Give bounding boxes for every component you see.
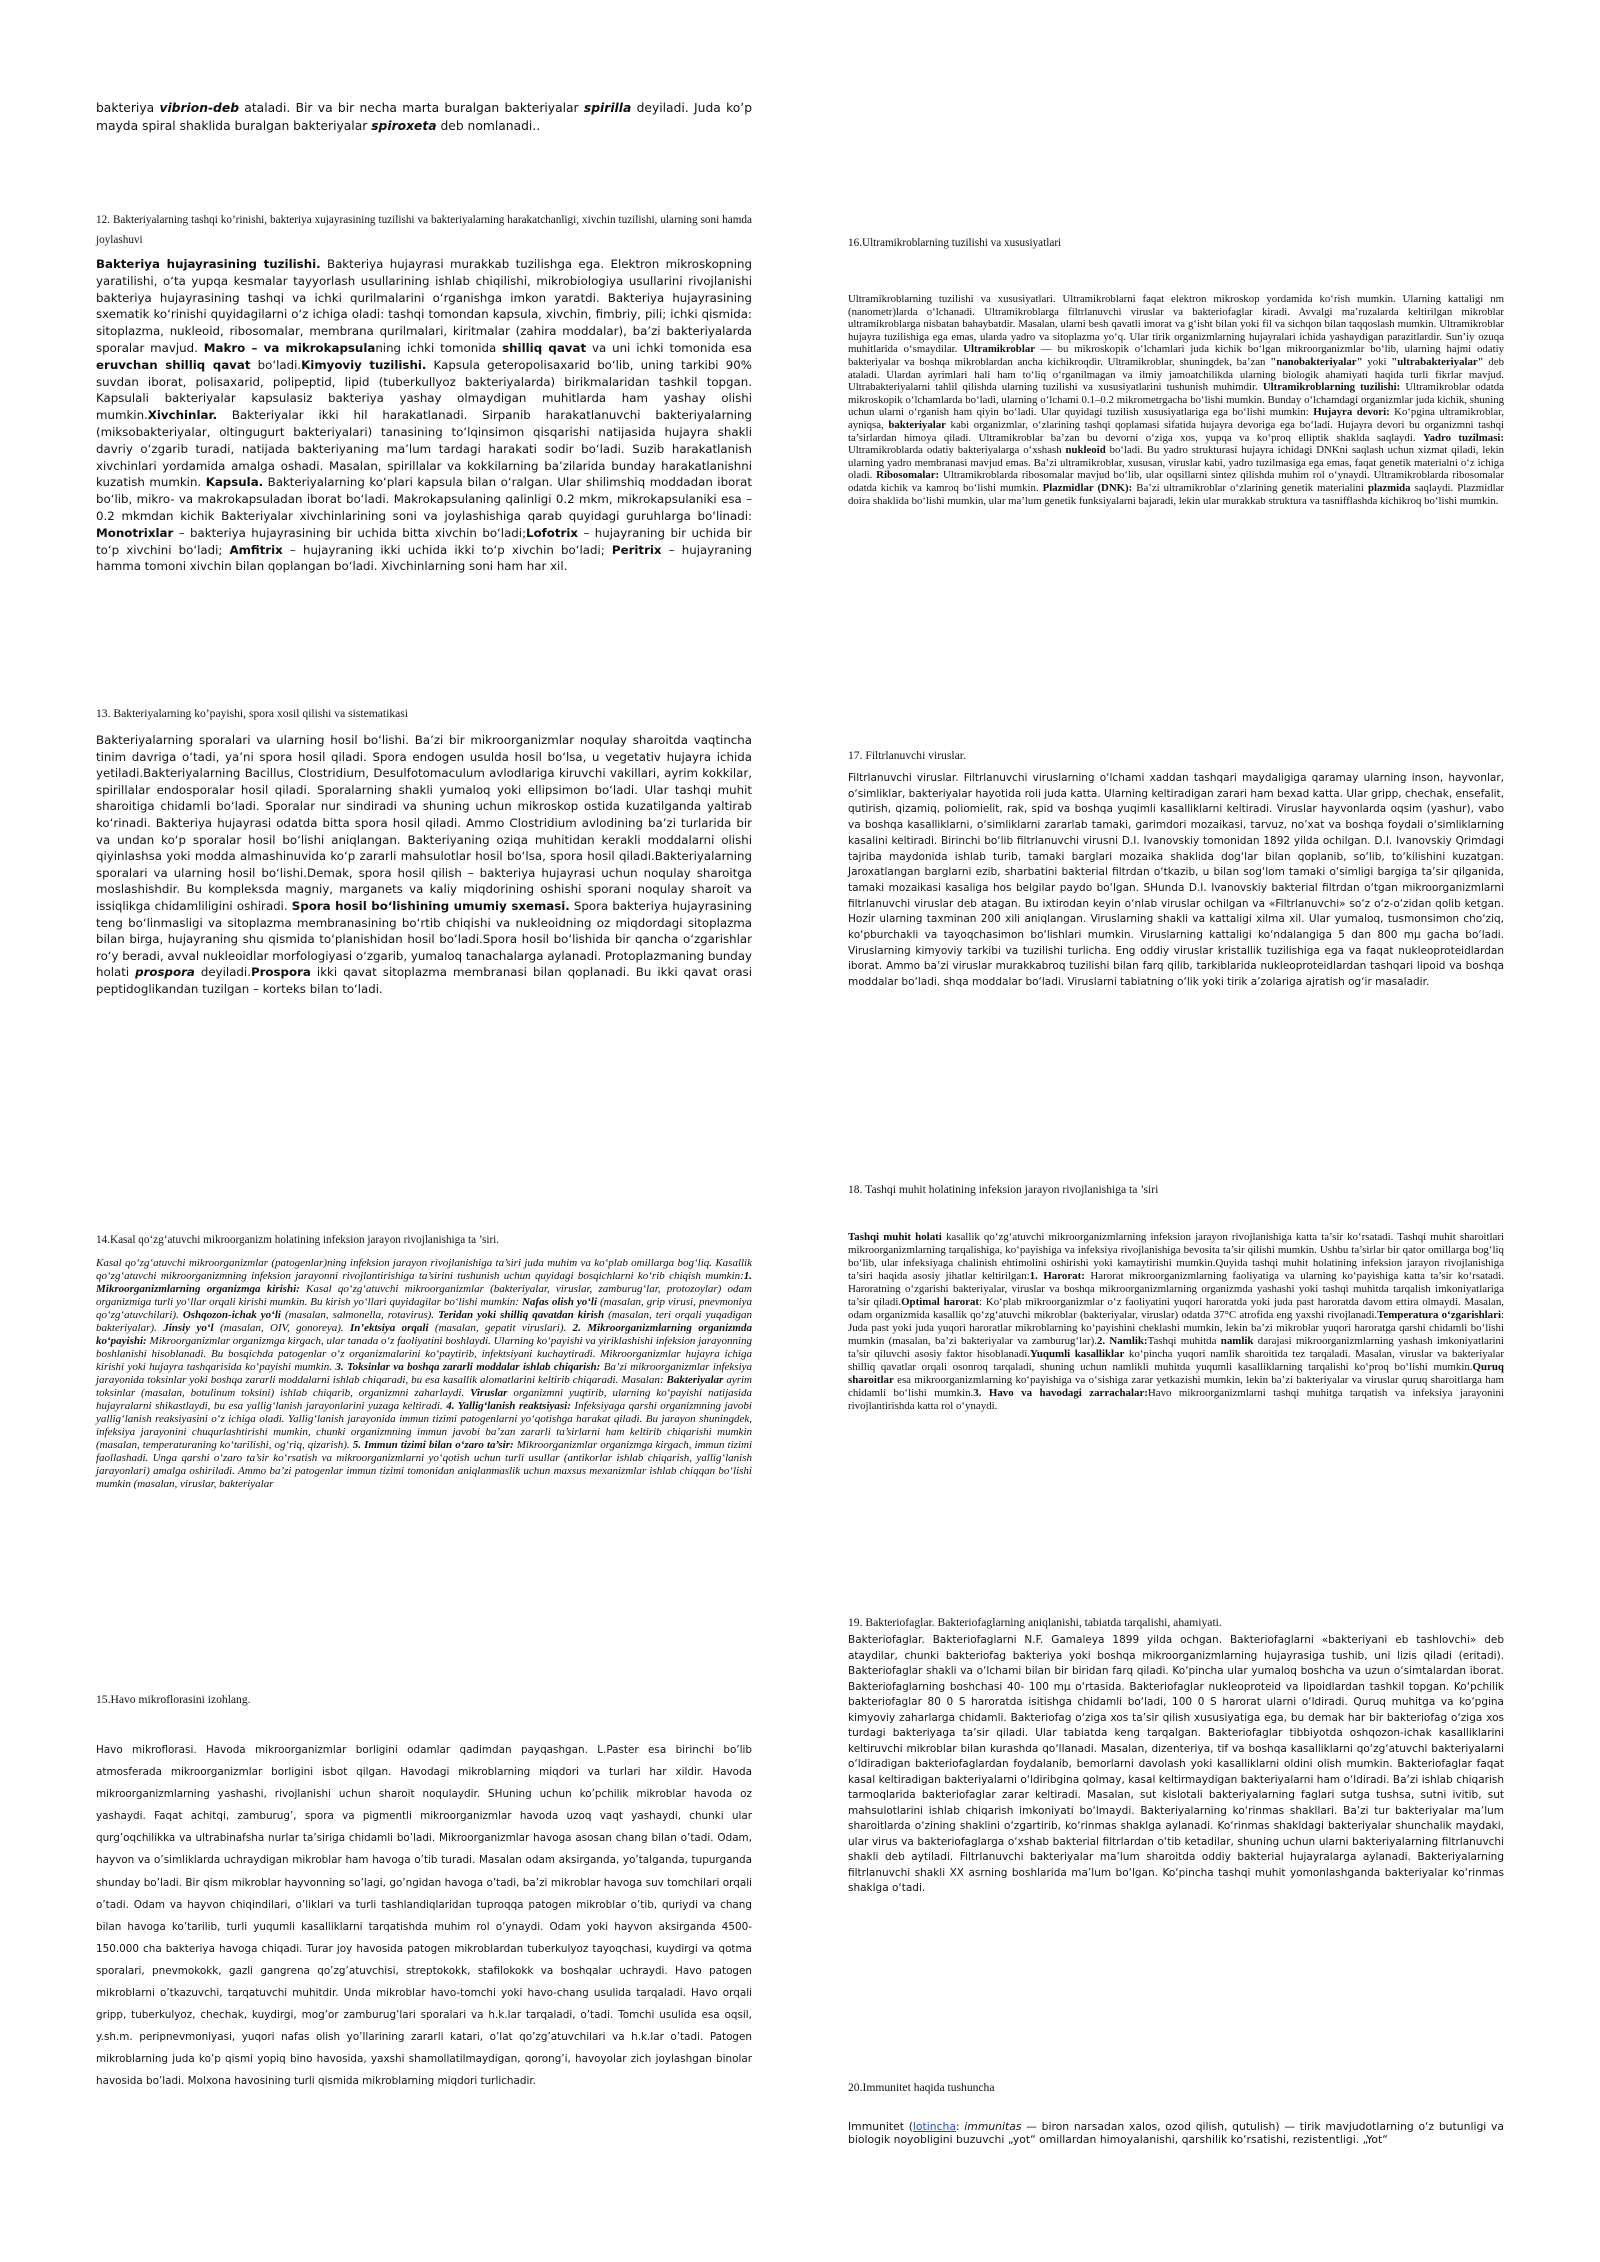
- section-19-heading: 19. Bakteriofaglar. Bakteriofaglarning aniqlanishi, tabiatda tarqalishi, ahamiyati.: [848, 1616, 1222, 1629]
- section-20-body-start: Immunitet (: [848, 2120, 913, 2133]
- section-16-heading: 16.Ultramikroblarning tuzilishi va xususiyatlari: [848, 237, 1062, 249]
- section-20-body: [848, 2120, 1504, 2146]
- section-15: [96, 1692, 752, 2093]
- section-15-body: Havo mikroflorasi. Havoda mikroorganizmlar borligini odamlar qadimdan payqashgan. L.Paster esa birinchi bo’lib atmosferada mikroorganizmlar borligini isbot qilgan. Havodagi mikroblarning miqdori va turlari har xildir. Havoda mikroorganizmlarning yashashi, rivojlanishi uchun sharoit noqulaydir. SHuning uchun ko’pchilik mikroblar havoda oz yashaydi. Faqat achitqi, zamburug’, spora va pigmentli mikroorganizmlar havoda uzoq vaqt yashaydi, chunki ular qurg’oqchilikka va ultrabinafsha nurlar ta’siriga chidamli bo’ladi. Mikroorganizmlar havoga asosan chang bilan o’tadi. Odam, hayvon va o’simliklarda uchraydigan mikroblar ham havoga o’tib turadi. Masalan odam aksirganda, yo’talganda, tupurganda shunday bo’ladi. Bir qism mikroblar hayvonning so’lagi, go’ngidan havoga o’tadi, ba’zi mikroblar havoga suv tomchilari orqali o’tadi. Odam va hayvon chiqindilari, o’liklari va turli tashlandiqlaridan tuproqqa patogen mikroblar o’tib, quriydi va chang bilan havoga ko’tarilib, turli yuqumli kasalliklarni tarqatishda muhim rol o’ynaydi. Odam yoki hayvon aksirganda 4500-150.000 cha bakteriya havoga chiqadi. Turar joy havosida patogen mikroblardan tuberkulyoz tayoqchasi, kuydirgi va qotma sporalari, pnevmokokk, gazli gangrena qo’zg’atuvchisi, streptokokk, stafilokokk va boshqalar uchraydi. Havo patogen mikroblarni o’tkazuvchi, tarqatuvchi muhitdir. Unda mikroblar havo-tomchi yoki havo-chang usulida tarqaladi. Havo orqali gripp, tuberkulyoz, chechak, kuydirgi, mog’or zamburug’lari sporalari va h.k.lar tarqaladi, o’tadi. Tomchi usulida esa oqsil, y.sh.m. peripnevmoniyasi, yuqori nafas olish yo’llarining zararli katari, o’lat qo’zg’atuvchilari va h.k.lar o’tadi. Patogen mikroblarning juda ko’p qismi yopiq bino havosida, yaxshi shamollatilmaydigan, qorong’i, havoyolar zich joylashgan binolar havosida bo’ladi. Molxona havosining turli qismida mikroblarning miqdori turlichadir.: [96, 1744, 752, 2088]
- section-20-body-rest: — biron narsadan xalos, ozod qilish, qutulish) — tirik mavjudotlarning o‘z butunligi va biologik noyobligini buzuvchi „yot“ omillardan himoyalanishi, qarshilik ko‘rsatishi, rezistentligi. „Yot“: [848, 2120, 1504, 2146]
- section-17-body: Filtrlanuvchi viruslar. Filtrlanuvchi viruslarning o‘lchami xaddan tashqari maydaligiga qaramay ularning inson, hayvonlar, o‘simliklar, bakteriyalar hayotida roli juda katta. Ularning keltiradigan zarari ham bexad katta. Ular gripp, chechak, ensefalit, qutirish, qizamiq, poliomielit, rak, spid va boshqa yuqimli kasalliklarni keltiradi. Viruslar hayvonlarda oqsim (yashur), vabo va boshqa kasalliklarni, o‘simliklarni zararlab tamaki, garimdori mozaikasi, tarvuz, no’xat va boshqa foydali o‘simliklarning kasalini keltiradi. Birinchi bo‘lib filtrlanuvchi virusni D.I. Ivanovskiy tomonidan 1892 yilda ochilgan. D.I. Ivanovskiy Qrimdagi tajriba maydonida ishlab turib, tamaki barglari mozaika shaklida dog‘lar bilan qoplanib, so‘lib, to‘kilishini kuzatgan. Jaroxatlangan barglarni ezib, sharbatini bakterial filtrdan o‘tkazib, u bilan sog‘lom tamaki o‘simligi bargiga ta’sir qilganida, tamaki mozaikasi kasaliga hos belgilar paydo bo‘lgan. SHunda D.I. Ivanovskiy bakterial filtrdan o‘tgan mikroorganizmlarni filtrlanuvchi viruslar deb atagan. Bu ixtirodan keyin o‘nlab viruslar ochilgan va «Filtrlanuvchi» so‘z o‘z-o‘zidan qolib ketgan. Hozir ularning taxminan 200 xili aniqlangan. Viruslarning shakli va kattaligi xilma xil. Ular yumaloq, tusmonsimon cho‘ziq, ko‘pburchakli va tayoqchasimon bo‘lishlari mumkin. Viruslarning kattaligi ko‘ndalangiga 5 dan 800 mμ gacha bo‘ladi. Viruslarning kimyoviy tarkibi va tuzilishi turlicha. Eng oddiy viruslar kristallik tuzilishiga ega va faqat nukleoproteidlardan iborat. Ammo ba’zi viruslar murakkabroq tuzilishi bilan farq qilib, tarkiblarida nukleoproteidlardan tashqari lipoid va boshqa moddalar bo‘ladi. shqa moddalar bo‘ladi. Viruslarni tabiatning o‘lik yoki tirik a’zolariga ajratish og‘ir masaladir.: [848, 772, 1504, 989]
- section-14-body: Kasal qo‘zg‘atuvchi mikroorganizmlar (patogenlar)ning infeksion jarayon rivojlanishiga ta’siri juda muhim va ko‘plab omillarga bog‘liq. Kasallik qo‘zg‘atuvchi mikroorganizmning infeksion jarayonni rivojlantirishiga ta’sirini tushunish uchun quyidagi bosqichlarni ko‘rib chiqish mumkin:1. Mikroorganizmlarning organizmga kirishi: Kasal qo‘zg‘atuvchi mikroorganizmlar (bakteriyalar, viruslar, zamburug‘lar, protozoylar) odam organizmiga turli yo‘llar orqali kirishi mumkin. Bu kirish yo‘llari quyidagilar bo‘lishi mumkin: Nafas olish yo‘li (masalan, grip virusi, pnevmoniya qo‘zg‘atuvchilari). Oshqozon-ichak yo‘li (masalan, salmonella, rotavirus). Teridan yoki shilliq qavatdan kirish (masalan, teri orqali yuqadigan bakteriyalar). Jinsiy yo‘l (masalan, OIV, gonoreya). In’ektsiya orqali (masalan, gepatit viruslari). 2. Mikroorganizmlarning organizmda ko‘payishi: Mikroorganizmlar organizmga kirgach, ular tanada o‘z faoliyatini boshlaydi. Ularning ko‘payishi va yiriklashishi infeksion jarayonning boshlanishi hisoblanadi. Bu bosqichda patogenlar o‘z organizmalarini ko‘paytirib, infektsiyani kuchaytiradi. Mikroorganizmlar hujayra ichiga kirishi yoki hujayra tashqarisida ko‘payishi mumkin. 3. Toksinlar va boshqa zararli moddalar ishlab chiqarish: Ba’zi mikroorganizmlar infeksiya jarayonida toksinlar yoki boshqa zararli moddalarni ishlab chiqaradi, bu esa kasallik alomatlarini keltirib chiqaradi. Masalan: Bakteriyalar ayrim toksinlar (masalan, botulinum toksini) ishlab chiqarib, organizmni zaharlaydi. Viruslar organizmni yuqtirib, ularning ko‘payishi natijasida hujayralarni shikastlaydi, bu esa yallig‘lanish jarayonlarini yuzaga keltiradi. 4. Yallig‘lanish reaktsiyasi: Infeksiyaga qarshi organizmning javobi yallig‘lanish reaksiyasini o‘z ichiga oladi. Yallig‘lanish jarayonida immun tizimi patogenlarni yo‘qotishga harakat qiladi. Bu jarayon shuningdek, infeksiya jarayonini chuqurlashtirishi mumkin, chunki organizmning immun javobi ba’zan zararli ta’sirlarni ham keltirib chiqarishi mumkin (masalan, temperaturaning ko‘tarilishi, og‘riq, qizarish). 5. Immun tizimi bilan o‘zaro ta’sir: Mikroorganizmlar organizmga kirgach, immun tizimi faollashadi. Unga qarshi o‘zaro ta’sir ko‘rsatish va mikroorganizmlarni yo‘qotish uchun turli usullar (antikorlar ishlab chiqarish, yallig‘lanish jarayonlari) amalga oshiriladi. Ammo ba’zi patogenlar immun tizimi tomonidan aniqlanmaslik uchun maxsus mexanizmlar ishlab chiqqan bo‘lishi mumkin (masalan, viruslar, bakteriyalar: [96, 1257, 753, 1490]
- section-17: [848, 748, 1504, 991]
- section-14: [96, 1233, 752, 1491]
- section-20-heading: 20.Immunitet haqida tushuncha: [848, 2081, 995, 2094]
- section-14-heading: 14.Kasal qo‘zg‘atuvchi mikroorganizm holatining infeksion jarayon rivojlanishiga ta ’siri.: [96, 1234, 500, 1246]
- section-16: [848, 236, 1504, 507]
- section-18: [848, 1182, 1504, 1413]
- section-13-body: Bakteriyalarning sporalari va ularning hosil bo‘lishi. Ba’zi bir mikroorganizmlar noqulay sharoitda vaqtincha tinim davriga o‘tadi, ya’ni spora hosil qiladi. Spora endogen usulda hosil bo‘lsa, u vegetativ hujayra ichida yetiladi.Bakteriyalarning Bacillus, Clostridium, Desulfotomaculum avlodlariga kiruvchi vakillari, ayrim kokkilar, spirillalar endosporalar hosil qiladi. Sporalarning shakli yumaloq yoki ellipsimon bo‘ladi. Ular tashqi muhit sharoitiga chidamli bo‘ladi. Sporalar nur sindiradi va shuning uchun mikroskop ostida kuzatilganda yaltirab ko‘rinadi. Bakteriya hujayrasi odatda bitta spora hosil qiladi. Ammo Clostridium avlodining ba’zi turlarida bir va undan ko‘p sporalar hosil bo‘lishi aniqlangan. Bakteriyaning oziqa muhitidan kerakli moddalarni olishi qiyinlashsa yoki modda almashinuvida ko‘p zararli mahsulotlar hosil bo‘lsa, spora hosil qiladi.Bakteriyalarning sporalari va ularning hosil bo‘lishi.Demak, spora hosil qilish – bakteriya hujayrasi uchun noqulay sharoitga moslashishdir. Bu kompleksda magniy, marganets va kaliy miqdorining oshishi sporani noqulay sharoit va issiqlikga chidamliligini oshiradi. Spora hosil bo‘lishining umumiy sxemasi. Spora bakteriya hujayrasining teng bo‘linmasligi va sitoplazma membranasining bo‘rtib chiqishi va nukleoidning oz miqdordagi sitoplazma bilan birga, hujayraning shu qismida to‘planishidan hosil bo‘ladi.Spora hosil bo‘lishida bir qancha o‘zgarishlar ro‘y beradi, avval nukleoidlar morfologiyasi o‘zgarib, yumaloq tanachalarga aylanadi. Protoplazmaning bunday holati prospora deyiladi.Prospora ikki qavat sitoplazma membranasi bilan qoplanadi. Bu ikki qavat orasi peptidoglikandan tuzilgan – korteks bilan to‘ladi.: [96, 733, 752, 996]
- section-11-tail-text: bakteriya vibrion-deb ataladi. Bir va bir necha marta buralgan bakteriyalar spirilla deyiladi. Juda ko’p mayda spiral shaklida buralgan bakteriyalar spiroxeta deb nomlanadi..: [96, 101, 752, 133]
- section-16-body: Ultramikroblarning tuzilishi va xususiyatlari. Ultramikroblarni faqat elektron mikroskop yordamida ko‘rish mumkin. Ularning kattaligi nm (nanometr)larda o‘lchanadi. Ultramikroblarga filtrlanuvchi viruslar va bakteriofaglar kiradi. Avvalgi ma’ruzalarda keltirilgan mikroblar ultramikroblarga nisbatan bahaybatdir. Masalan, ularni besh qavatli imorat va g‘isht bilan yoki fil va sichqon bilan taqqoslash mumkin. Ultramikroblar hujayra tuzilishiga ega emas, ularda yadro va sitoplazma yo‘q. Ular tirik organizmlarning hujayralari ichida yashaydigan parazitlardir. Sun’iy ozuqa muhitlarida o‘smaydilar. Ultramikroblar — bu mikroskopik o‘lchamlari juda kichik bo‘lgan mikroorganizmlar bo‘lib, ularning hajmi odatiy bakteriyalar va boshqa mikroblardan ancha kichikroqdir. Ultramikroblar, shuningdek, ba’zan "nanobakteriyalar" yoki "ultrabakteriyalar" deb ataladi. Ulardan ayrimlari hali ham to‘liq o‘rganilmagan va ilmiy jamoatchilikda ularning biologik ahamiyati haqida turli fikrlar mavjud. Ultrabakteriyalarni tahlil qilishda ularning tuzilishi va xususiyatlarini tushunish muhimdir. Ultramikroblarning tuzilishi: Ultramikroblar odatda mikroskopik o‘lchamlarda bo‘ladi, ularning o‘lchami 0.1–0.2 mikrometrgacha bo‘lishi mumkin. Bunday o‘lchamdagi organizmlar juda kichik, shuning uchun ularni o‘rganish ham qiyin bo‘ladi. Ular quyidagi tuzilish xususiyatlariga ega bo‘lishi mumkin: Hujayra devori: Ko‘pgina ultramikroblar, ayniqsa, bakteriyalar kabi organizmlar, o‘zlarining tashqi qoplamasi sifatida hujayra devoriga ega bo‘ladi. Hujayra devori bu organizmni tashqi ta’sirlardan himoya qiladi. Ultramikroblar ba’zan bu devorni o‘ziga xos, yupqa va ko‘proq elliptik shaklda saqlaydi. Yadro tuzilmasi: Ultramikroblarda odatiy bakteriyalarga o‘xshash nukleoid bo‘ladi. Bu yadro strukturasi hujayra ichidagi DNKni saqlash uchun xizmat qiladi, lekin ularning yadro membranasi mavjud emas. Ba’zi ultramikroblar, xususan, viruslar kabi, yadro tuzilmasiga ega emas, faqat genetik materialni o‘z ichiga oladi. Ribosomalar: Ultramikroblarda ribosomalar mavjud bo‘lib, ular oqsillarni sintez qilishda muhim rol o‘ynaydi. Ultramikroblarda ribosomalar odatda kichik va kamroq bo‘lishi mumkin. Plazmidlar (DNK): Ba’zi ultramikroblar o‘zlarining genetik materialini plazmida saqlaydi. Plazmidlar doira shaklida bo‘lishi mumkin, ular ma’lum genetik funksiyalarni bajaradi, lekin ular murakkab struktura va tasnifflashda kichikroq bo‘lishi mumkin.: [848, 293, 1505, 507]
- lotincha-link[interactable]: lotincha: [912, 2120, 956, 2133]
- section-12-body: Bakteriya hujayrasining tuzilishi. Bakteriya hujayrasi murakkab tuzilishga ega. Elektron mikroskopning yaratilishi, o‘ta yupqa kesmalar tayyorlash usullarining ishlab chiqilishi, mikrobiologiya usullarini rivojlanishi bakteriya hujayrasining tashqi va ichki qurilmalarini o‘rganishga imkon yaratdi. Bakteriya hujayrasining sxematik ko‘rinishi quyidagilarni o‘z ichiga oladi: tashqi tomondan kapsula, xivchin, fimbriy, pili; ichki qismida: sitoplazma, nukleoid, ribosomalar, membrana qurilmalari, kiritmalar (zahira moddalar), ba’zi bakteriyalarda sporalar mavjud. Makro – va mikrokapsulaning ichki tomonida shilliq qavat va uni ichki tomonida esa eruvchan shilliq qavat bo‘ladi.Kimyoviy tuzilishi. Kapsula geteropolisaxarid bo‘lib, uning tarkibi 90% suvdan iborat, polisaxarid, polipeptid, lipid (tuberkullyoz bakteriyalarda) birikmalaridan tashkil topgan. Kapsulali bakteriyalar kapsulasiz bakteriya yashay olmaydigan muhitlarda ham yashay olishi mumkin.Xivchinlar. Bakteriyalar ikki hil harakatlanadi. Sirpanib harakatlanuvchi bakteriyalarning (miksobakteriyalar, oltingugurt bakteriyalari) tanasining to‘lqinsimon qisqarishi natijasida hujayra shakli davriy o‘zgarib turadi, natijada bakteriyaning ma’lum tardagi harakati sodir bo‘ladi. Suzib harakatlanish xivchinlari yordamida amalga oshadi. Masalan, spirillalar va kokkilarning ba’zilarida bunday harakatlanishni kuzatish mumkin. Kapsula. Bakteriyalarning ko‘plari kapsula bilan o‘ralgan. Ular shilimshiq moddadan iborat bo‘lib, mikro- va makrokapsuladan iborat bo‘ladi. Makrokapsulaning qalinligi 0.2 mkm, mikrokapsulaniki esa – 0.2 mkmdan kichik Bakteriyalar xivchinlarining soni va joylashishiga qarab quyidagi guruhlarga bo‘linadi: Monotrixlar – bakteriya hujayrasining bir uchida bitta xivchin bo‘ladi;Lofotrix – hujayraning bir uchida bir to‘p xivchini bo‘ladi; Amfitrix – hujayraning ikki uchida ikki to‘p xivchin bo‘ladi; Peritrix – hujayraning hamma tomoni xivchin bilan qoplangan bo‘ladi. Xivchinlarning soni ham har xil.: [96, 257, 753, 574]
- section-18-body: Tashqi muhit holati kasallik qo‘zg‘atuvchi mikroorganizmlarning infeksion jarayon rivojlanishiga katta ta’sir ko‘rsatadi. Tashqi muhit sharoitlari mikroorganizmlarning tarqalishiga, ko‘payishiga va infeksiya rivojlanishiga bevosita ta’sir qilishi mumkin. Ushbu ta’sirlar bir qator omillarga bog‘liq bo‘lib, ular infeksiyaga chalinish ehtimolini oshirishi yoki kamaytirishi mumkin.Quyida tashqi muhit holatining infeksion jarayon rivojlanishiga ta’siri haqida asosiy jihatlar keltirilgan:1. Harorat: Harorat mikroorganizmlarning faoliyatiga va ularning ko‘payishiga katta ta’sir ko‘rsatadi. Haroratning o‘zgarishi bakteriyalar, viruslar va boshqa mikroorganizmlarning organizmda yashashi yoki tashqi muhitda tarqalish imkoniyatlariga ta’sir qiladi.Optimal harorat: Ko‘plab mikroorganizmlar o‘z faoliyatini yuqori haroratda yoki juda past haroratda davom ettira olmaydi. Masalan, odam organizmida kasallik qo‘zg‘atuvchi mikroblar (bakteriyalar, viruslar) odatda 37°C atrofida eng yaxshi rivojlanadi.Temperatura o‘zgarishlari: Juda past yoki juda yuqori haroratlar mikroblarning ko‘payishini cheklashi mumkin, lekin ba’zi mikroblar yuqori haroratga qarshi chidamli bo‘lishi mumkin (masalan, ba’zi bakteriyalar va zamburug‘lar).2. Namlik:Tashqi muhitda namlik darajasi mikroorganizmlarning yashash imkoniyatlarini ta’sir qiluvchi asosiy faktor hisoblanadi.Yuqumli kasalliklar ko‘pincha yuqori namlik sharoitida tez tarqaladi. Masalan, viruslar va bakteriyalar shilliq qavatlar orqali osonroq tarqaladi, shuning uchun namlikli muhitda yuqumli kasalliklarning tarqalishi ko‘proq bo‘lishi mumkin.Quruq sharoitlar esa mikroorganizmlarning ko‘payishiga va o‘sishiga zarar yetkazishi mumkin, lekin ba’zi bakteriyalar va viruslar quruq sharoitlarga ham chidamli bo‘lishi mumkin.3. Havo va havodagi zarrachalar:Havo mikroorganizmlarni tashqi muhitga tarqatish va infeksiya jarayonini rivojlantirishda katta rol o‘ynaydi.: [848, 1231, 1505, 1412]
- section-11-tail: [96, 99, 752, 135]
- section-20-body-mid: :: [955, 2120, 965, 2133]
- section-20-body-italic: immunitas: [964, 2120, 1022, 2133]
- section-18-heading: 18. Tashqi muhit holatining infeksion jarayon rivojlanishiga ta ’siri: [848, 1183, 1159, 1196]
- section-15-heading: 15.Havo mikroflorasini izohlang.: [96, 1693, 251, 1706]
- section-13: [96, 706, 752, 998]
- section-20: [848, 2080, 1504, 2146]
- section-17-heading: 17. Filtrlanuvchi viruslar.: [848, 749, 966, 762]
- section-13-heading: 13. Bakteriyalarning ko’payishi, spora xosil qilishi va sistematikasi: [96, 707, 409, 720]
- section-19: [848, 1615, 1504, 1897]
- section-19-body: Bakteriofaglar. Bakteriofaglarni N.F. Gamaleya 1899 yilda ochgan. Bakteriofaglarni «bakteriyani eb tashlovchi» deb ataydilar, chunki bakteriofag bakteriya yoki boshqa mikroorganizmlarning hujayrasiga tushib, uni lizis qiladi (eritadi). Bakteriofaglar shakli va o‘lchami bilan bir biridan farq qiladi. Ko‘pincha ular yumaloq boshcha va uzun o‘simtalardan iborat. Bakteriofaglarning boshchasi 40- 100 mμ o‘rtasida. Bakteriofaglar nukleoproteid va lipoidlardan tashkil topgan. Ko‘pchilik bakteriofaglar 80 0 S haroratda isitishga chidamli bo‘ladi, 100 0 S harorat ularni o‘ldiradi. Quruq muhitga va ko‘pgina kimyoviy zaharlarga chidamli. Bakteriofag o‘ziga xos ta’sir qilish xususiyatiga ega, bu demak har bir bakteriofag o‘ziga xos turdagi bakteriyaga ta’sir qiladi. Ular tabiatda keng tarqalgan. Bakteriofaglar tibbiyotda oshqozon-ichak kasalliklarini keltiruvchi mikroblar bilan kurashda qo‘llanadi. Masalan, dizenteriya, tif va boshqa kasalliklarni qo‘zg‘atuvchi bakteriyalarni o‘ldiradigan bakteriofaglardan foydalanib, bemorlarni davolash yoki kasalliklarni oldini olish mumkin. Bakteriofaglar faqat kasal keltiradigan bakteriyalarni o‘ldiribgina qolmay, kasal keltirmaydigan bakteriyalarni ham o‘ldiradi. Ba’zi ishlab chiqarish tarmoqlarida bakteriofaglar zarar keltiradi. Masalan, sut kislotali bakteriyalarning faglari sutga tushsa, sutni ivitib, sut mahsulotlarini ishlab chiqarish imkoniyati bo‘lmaydi. Bakteriyalarning ko‘rinmas shakllari. Ba’zi tur bakteriyalar ma’lum sharoitlarda o‘zining shaklini o‘zgartirib, ko‘rinmas shaklga aylanadi. Ko‘rinmas shakldagi bakteriyalar shunchalik maydaki, ular virus va bakteriofaglarga o‘xshab bakterial filtrlardan o‘tib ketadilar, shuning uchun ularni bakteriyalarning filtrlanuvchi shakli deb aytiladi. Filtrlanuvchi bakteriyalar ma’lum sharoitda oddiy bakterial hujayralarga aylanadi. Bakteriyalarning filtrlanuvchi shakli XX asrning boshlarida ma’lum bo‘lgan. Ko‘pincha tashqi muhit yomonlashganda bakteriyalar ko‘rinmas shaklga o‘tadi.: [848, 1634, 1504, 1894]
- section-12: [96, 210, 752, 575]
- section-12-heading: 12. Bakteriyalarning tashqi ko’rinishi, bakteriya xujayrasining tuzilishi va bakteriyalarning harakatchanligi, xivchin tuzilishi, ularning soni hamda joylashuvi: [96, 214, 752, 246]
